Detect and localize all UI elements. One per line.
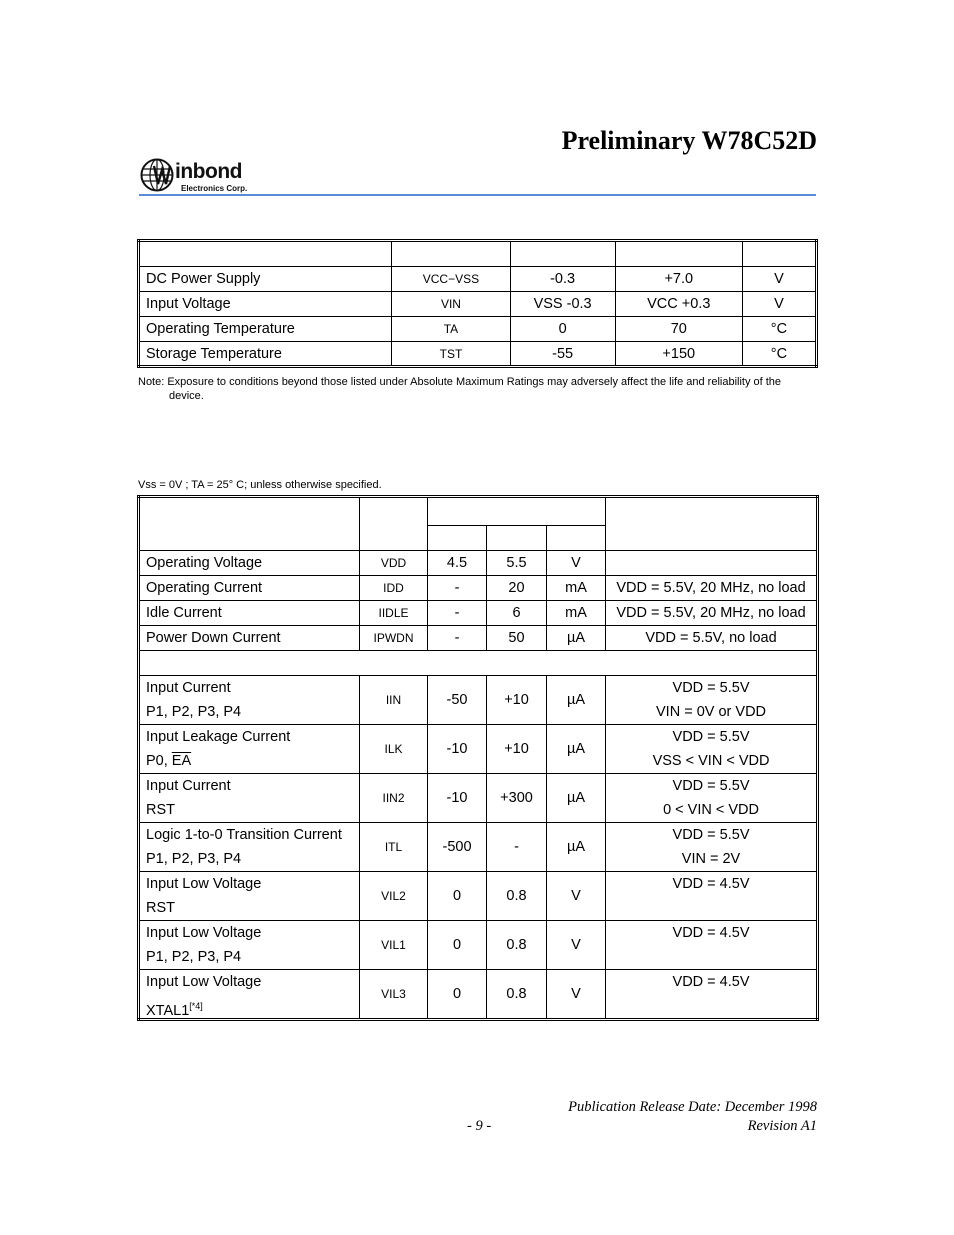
table-row: [139, 342, 817, 367]
max-cell: 0.8: [487, 921, 547, 970]
symbol-cell: IIN: [360, 676, 428, 725]
condition-cell: VDD = 5.5V, 20 MHz, no load: [606, 601, 818, 626]
table-header-row: [139, 497, 818, 526]
param-cell: Input Low Voltage P1, P2, P3, P4: [139, 921, 360, 970]
condition-cell: VDD = 5.5V VIN = 0V or VDD: [606, 676, 818, 725]
table-row: [139, 970, 818, 1020]
page-title: Preliminary W78C52D: [561, 126, 817, 155]
min-cell: -500: [428, 823, 487, 872]
param-cell: Logic 1-to-0 Transition Current P1, P2, P3, P4: [139, 823, 360, 872]
symbol-cell: IDD: [360, 576, 428, 601]
page-number: - 9 -: [467, 1118, 492, 1134]
param-cell: Operating Voltage: [139, 551, 360, 576]
header-rule: [139, 194, 816, 196]
max-cell: 50: [487, 626, 547, 651]
param-cell: Input Low Voltage XTAL1[*4]: [139, 970, 360, 1020]
unit-cell: V: [742, 267, 816, 292]
symbol-cell: IIDLE: [360, 601, 428, 626]
param-cell: Idle Current: [139, 601, 360, 626]
winbond-logo: [140, 157, 280, 195]
section-row: [139, 651, 818, 676]
symbol-cell: IPWDN: [360, 626, 428, 651]
unit-cell: mA: [547, 601, 606, 626]
max-cell: 20: [487, 576, 547, 601]
unit-cell: V: [742, 292, 816, 317]
table-row: [139, 774, 818, 823]
min-cell: -10: [428, 774, 487, 823]
symbol-cell: TA: [392, 317, 510, 342]
condition-cell: VDD = 4.5V: [606, 970, 818, 1020]
max-cell: 6: [487, 601, 547, 626]
symbol-cell: VIL3: [360, 970, 428, 1020]
logo-subtitle: Electronics Corp.: [181, 184, 248, 193]
symbol-cell: VIN: [392, 292, 510, 317]
param-cell: Operating Current: [139, 576, 360, 601]
param-cell: Operating Temperature: [139, 317, 392, 342]
min-cell: 4.5: [428, 551, 487, 576]
unit-cell: V: [547, 551, 606, 576]
min-cell: -10: [428, 725, 487, 774]
table-row: [139, 872, 818, 921]
unit-cell: V: [547, 970, 606, 1020]
param-cell: Input Leakage Current P0, $\overline{EA}$: [139, 725, 360, 774]
min-cell: 0: [428, 970, 487, 1020]
table-row: [139, 551, 818, 576]
symbol-cell: VIL2: [360, 872, 428, 921]
min-cell: 0: [428, 872, 487, 921]
table-row: [139, 921, 818, 970]
unit-cell: µA: [547, 676, 606, 725]
unit-cell: mA: [547, 576, 606, 601]
footnote-ref: [*4]: [189, 1001, 203, 1011]
min-cell: -55: [510, 342, 615, 367]
max-cell: +300: [487, 774, 547, 823]
unit-cell: V: [547, 921, 606, 970]
max-cell: VCC +0.3: [615, 292, 742, 317]
condition-cell: VDD = 5.5V VIN = 2V: [606, 823, 818, 872]
param-cell: Input Current RST: [139, 774, 360, 823]
param-cell: Power Down Current: [139, 626, 360, 651]
symbol-cell: IIN2: [360, 774, 428, 823]
condition-cell: VDD = 5.5V, no load: [606, 626, 818, 651]
overbar-text: $\overline{EA}$: [171, 753, 192, 769]
min-cell: -0.3: [510, 267, 615, 292]
max-cell: +7.0: [615, 267, 742, 292]
max-cell: 0.8: [487, 970, 547, 1020]
condition-cell: VDD = 5.5V VSS < VIN < VDD: [606, 725, 818, 774]
unit-cell: °C: [742, 342, 816, 367]
max-cell: 5.5: [487, 551, 547, 576]
table-row: [139, 626, 818, 651]
table-row: [139, 317, 817, 342]
max-cell: 70: [615, 317, 742, 342]
max-cell: +10: [487, 676, 547, 725]
min-cell: -50: [428, 676, 487, 725]
symbol-cell: VCC−VSS: [392, 267, 510, 292]
param-cell: DC Power Supply: [139, 267, 392, 292]
param-cell: Storage Temperature: [139, 342, 392, 367]
unit-cell: µA: [547, 626, 606, 651]
logo-wordmark: inbond: [175, 160, 242, 183]
unit-cell: °C: [742, 317, 816, 342]
unit-cell: µA: [547, 725, 606, 774]
unit-cell: V: [547, 872, 606, 921]
publication-date: Publication Release Date: December 1998: [568, 1099, 817, 1115]
min-cell: 0: [428, 921, 487, 970]
unit-cell: µA: [547, 774, 606, 823]
symbol-cell: TST: [392, 342, 510, 367]
param-cell: Input Voltage: [139, 292, 392, 317]
min-cell: -: [428, 576, 487, 601]
max-cell: +150: [615, 342, 742, 367]
param-cell: Input Low Voltage RST: [139, 872, 360, 921]
max-cell: -: [487, 823, 547, 872]
table-row: [139, 823, 818, 872]
symbol-cell: VDD: [360, 551, 428, 576]
note-line: device.: [169, 390, 204, 402]
table-header-row: [139, 241, 817, 267]
table-row: [139, 576, 818, 601]
param-cell: Input Current P1, P2, P3, P4: [139, 676, 360, 725]
min-cell: -: [428, 601, 487, 626]
min-cell: 0: [510, 317, 615, 342]
min-cell: -: [428, 626, 487, 651]
globe-icon: [140, 158, 174, 192]
ratings-note: [138, 375, 818, 403]
symbol-cell: ILK: [360, 725, 428, 774]
condition-cell: [606, 551, 818, 576]
table-row: [139, 292, 817, 317]
test-conditions: Vss = 0V ; TA = 25° C; unless otherwise specified.: [138, 479, 382, 491]
min-cell: VSS -0.3: [510, 292, 615, 317]
condition-cell: VDD = 5.5V 0 < VIN < VDD: [606, 774, 818, 823]
table-row: [139, 601, 818, 626]
dc-characteristics-table: [137, 495, 819, 1021]
table-row: [139, 676, 818, 725]
condition-cell: VDD = 5.5V, 20 MHz, no load: [606, 576, 818, 601]
condition-cell: VDD = 4.5V: [606, 872, 818, 921]
table-row: [139, 725, 818, 774]
revision: Revision A1: [747, 1118, 817, 1134]
symbol-cell: VIL1: [360, 921, 428, 970]
absolute-max-table: [137, 239, 818, 368]
unit-cell: µA: [547, 823, 606, 872]
max-cell: 0.8: [487, 872, 547, 921]
symbol-cell: ITL: [360, 823, 428, 872]
table-row: [139, 267, 817, 292]
note-line: Note: Exposure to conditions beyond those listed under Absolute Maximum Ratings may adversely affect the life and reliability of the: [138, 376, 782, 388]
max-cell: +10: [487, 725, 547, 774]
condition-cell: VDD = 4.5V: [606, 921, 818, 970]
